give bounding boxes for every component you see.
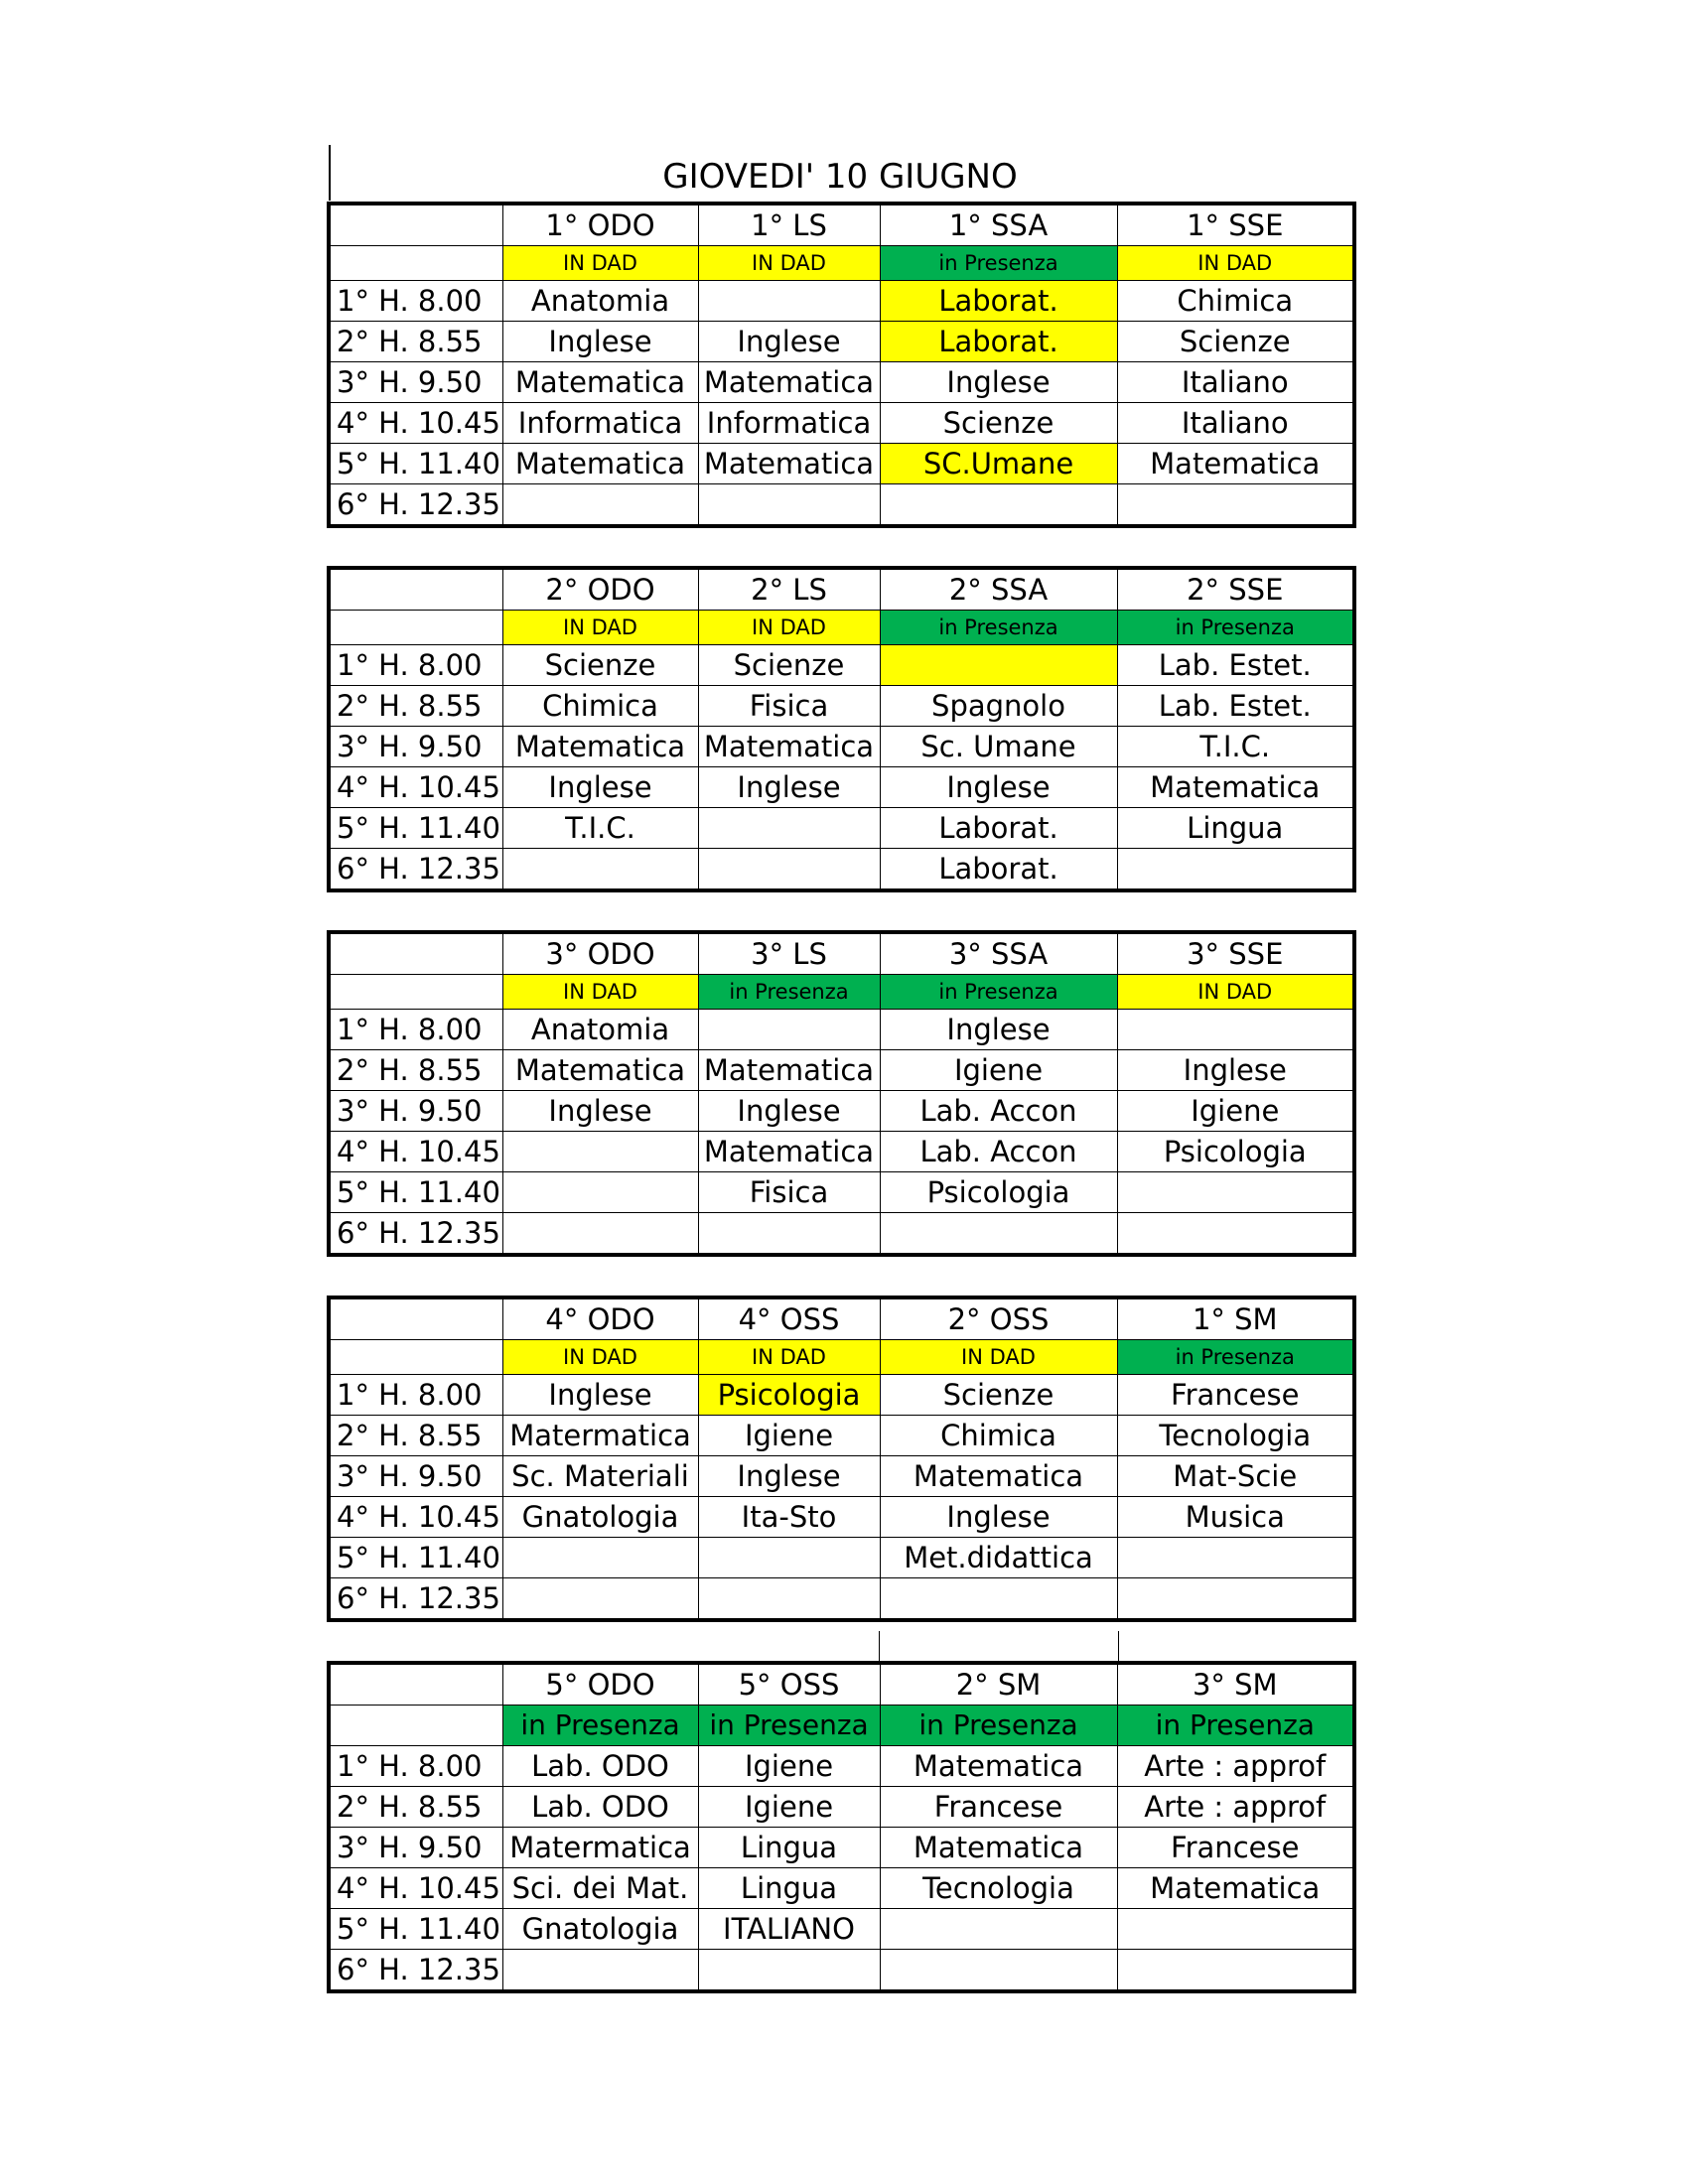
subject-cell	[1117, 1950, 1354, 1992]
subject-cell	[502, 1132, 698, 1172]
period-time: 6° H. 12.35	[329, 484, 502, 527]
corner-cell	[329, 568, 502, 611]
class-name: 3° ODO	[502, 932, 698, 975]
period-time: 1° H. 8.00	[329, 1010, 502, 1050]
subject-cell: Psicologia	[880, 1172, 1117, 1213]
subject-cell: Inglese	[1117, 1050, 1354, 1091]
subject-cell	[698, 281, 880, 322]
table-row	[329, 727, 1354, 767]
period-time: 3° H. 9.50	[329, 1828, 502, 1868]
status-badge: IN DAD	[880, 1340, 1117, 1375]
subject-cell: Inglese	[698, 1456, 880, 1497]
table-row	[329, 1909, 1354, 1950]
subject-cell: Lab. ODO	[502, 1746, 698, 1787]
table-row	[329, 1578, 1354, 1621]
subject-cell: Matermatica	[502, 1416, 698, 1456]
status-badge: in Presenza	[880, 975, 1117, 1010]
class-name: 3° SM	[1117, 1663, 1354, 1706]
subject-cell: Inglese	[502, 1375, 698, 1416]
table-row	[329, 1172, 1354, 1213]
subject-cell: Lab. Estet.	[1117, 686, 1354, 727]
table-row	[329, 808, 1354, 849]
subject-cell: Laborat.	[880, 808, 1117, 849]
schedule-table-5	[327, 1661, 1356, 1993]
subject-cell: Francese	[1117, 1828, 1354, 1868]
period-time: 1° H. 8.00	[329, 1375, 502, 1416]
status-badge: IN DAD	[502, 611, 698, 645]
corner-cell	[329, 1340, 502, 1375]
table-row	[329, 849, 1354, 891]
subject-cell: Matematica	[1117, 767, 1354, 808]
subject-cell: Matematica	[698, 1132, 880, 1172]
class-name: 2° LS	[698, 568, 880, 611]
subject-cell	[698, 484, 880, 527]
subject-cell: Musica	[1117, 1497, 1354, 1538]
status-badge: IN DAD	[1117, 246, 1354, 281]
subject-cell: Chimica	[880, 1416, 1117, 1456]
subject-cell	[880, 1909, 1117, 1950]
period-time: 6° H. 12.35	[329, 1578, 502, 1621]
subject-cell	[1117, 1010, 1354, 1050]
subject-cell: Matematica	[698, 362, 880, 403]
subject-cell: Italiano	[1117, 403, 1354, 444]
subject-cell: Scienze	[1117, 322, 1354, 362]
subject-cell: Inglese	[502, 1091, 698, 1132]
subject-cell: ITALIANO	[698, 1909, 880, 1950]
period-time: 2° H. 8.55	[329, 1050, 502, 1091]
status-badge: in Presenza	[698, 1706, 880, 1746]
table-row	[329, 403, 1354, 444]
subject-cell	[1117, 849, 1354, 891]
subject-cell	[502, 1172, 698, 1213]
class-name: 2° SSE	[1117, 568, 1354, 611]
subject-cell: Inglese	[880, 1010, 1117, 1050]
class-name: 1° SSE	[1117, 204, 1354, 246]
subject-cell	[698, 1538, 880, 1578]
subject-cell: Fisica	[698, 1172, 880, 1213]
subject-cell: T.I.C.	[502, 808, 698, 849]
period-time: 4° H. 10.45	[329, 1868, 502, 1909]
subject-cell: Anatomia	[502, 1010, 698, 1050]
subject-cell: Gnatologia	[502, 1497, 698, 1538]
subject-cell: Fisica	[698, 686, 880, 727]
subject-cell	[502, 1950, 698, 1992]
subject-cell: Matermatica	[502, 1828, 698, 1868]
subject-cell: Francese	[1117, 1375, 1354, 1416]
subject-cell: Inglese	[880, 362, 1117, 403]
class-name: 2° OSS	[880, 1297, 1117, 1340]
subject-cell: Matematica	[502, 727, 698, 767]
subject-cell: Scienze	[698, 645, 880, 686]
subject-cell	[502, 1578, 698, 1621]
class-name: 1° ODO	[502, 204, 698, 246]
subject-cell	[698, 1213, 880, 1256]
class-name: 1° LS	[698, 204, 880, 246]
period-time: 1° H. 8.00	[329, 645, 502, 686]
status-badge: in Presenza	[502, 1706, 698, 1746]
subject-cell: Tecnologia	[880, 1868, 1117, 1909]
period-time: 5° H. 11.40	[329, 1538, 502, 1578]
subject-cell: Matematica	[1117, 444, 1354, 484]
table-row	[329, 1868, 1354, 1909]
subject-cell: Matematica	[698, 727, 880, 767]
subject-cell: Lab. Accon	[880, 1132, 1117, 1172]
subject-cell: Matematica	[1117, 1868, 1354, 1909]
status-row	[329, 1340, 1354, 1375]
period-time: 2° H. 8.55	[329, 686, 502, 727]
class-name: 2° ODO	[502, 568, 698, 611]
subject-cell	[880, 484, 1117, 527]
subject-cell: Laborat.	[880, 281, 1117, 322]
period-time: 1° H. 8.00	[329, 1746, 502, 1787]
subject-cell: Inglese	[698, 1091, 880, 1132]
class-name: 3° LS	[698, 932, 880, 975]
subject-cell: Tecnologia	[1117, 1416, 1354, 1456]
period-time: 1° H. 8.00	[329, 281, 502, 322]
subject-cell: Chimica	[502, 686, 698, 727]
class-name: 5° ODO	[502, 1663, 698, 1706]
subject-cell: Italiano	[1117, 362, 1354, 403]
subject-cell: Informatica	[502, 403, 698, 444]
table-row	[329, 1950, 1354, 1992]
class-header-row	[329, 932, 1354, 975]
corner-cell	[329, 975, 502, 1010]
subject-cell: Ita-Sto	[698, 1497, 880, 1538]
subject-cell: Anatomia	[502, 281, 698, 322]
status-badge: IN DAD	[502, 975, 698, 1010]
subject-cell	[698, 808, 880, 849]
subject-cell: Sc. Umane	[880, 727, 1117, 767]
schedule-table-1	[327, 202, 1356, 528]
class-name: 4° OSS	[698, 1297, 880, 1340]
subject-cell	[1117, 1578, 1354, 1621]
status-badge: in Presenza	[880, 611, 1117, 645]
table-row	[329, 645, 1354, 686]
class-header-row	[329, 1663, 1354, 1706]
period-time: 5° H. 11.40	[329, 808, 502, 849]
period-time: 3° H. 9.50	[329, 1091, 502, 1132]
class-name: 4° ODO	[502, 1297, 698, 1340]
subject-cell: Lab. ODO	[502, 1787, 698, 1828]
subject-cell: Psicologia	[698, 1375, 880, 1416]
period-time: 4° H. 10.45	[329, 1132, 502, 1172]
subject-cell: Matematica	[880, 1746, 1117, 1787]
status-row	[329, 975, 1354, 1010]
table-row	[329, 1375, 1354, 1416]
subject-cell: Matematica	[502, 444, 698, 484]
table-row	[329, 281, 1354, 322]
period-time: 2° H. 8.55	[329, 1787, 502, 1828]
table-row	[329, 1132, 1354, 1172]
subject-cell: Laborat.	[880, 322, 1117, 362]
page-title: GIOVEDI' 10 GIUGNO	[662, 157, 1018, 197]
corner-cell	[329, 204, 502, 246]
table-row	[329, 1497, 1354, 1538]
subject-cell: Laborat.	[880, 849, 1117, 891]
period-time: 4° H. 10.45	[329, 403, 502, 444]
subject-cell: Igiene	[880, 1050, 1117, 1091]
subject-cell: Matematica	[502, 362, 698, 403]
subject-cell: Inglese	[502, 767, 698, 808]
subject-cell	[880, 1213, 1117, 1256]
subject-cell: Inglese	[698, 767, 880, 808]
subject-cell	[880, 1578, 1117, 1621]
subject-cell	[698, 849, 880, 891]
status-badge: in Presenza	[880, 246, 1117, 281]
subject-cell	[1117, 1909, 1354, 1950]
status-row	[329, 1706, 1354, 1746]
period-time: 4° H. 10.45	[329, 767, 502, 808]
class-name: 2° SSA	[880, 568, 1117, 611]
corner-cell	[329, 932, 502, 975]
subject-cell: Lingua	[1117, 808, 1354, 849]
subject-cell: Scienze	[880, 403, 1117, 444]
table-row	[329, 484, 1354, 527]
status-badge: IN DAD	[698, 246, 880, 281]
subject-cell: Arte : approf	[1117, 1787, 1354, 1828]
class-name: 2° SM	[880, 1663, 1117, 1706]
subject-cell: Igiene	[1117, 1091, 1354, 1132]
period-time: 3° H. 9.50	[329, 362, 502, 403]
corner-cell	[329, 1663, 502, 1706]
table-row	[329, 1416, 1354, 1456]
table-row	[329, 1828, 1354, 1868]
period-time: 6° H. 12.35	[329, 1213, 502, 1256]
table-row	[329, 767, 1354, 808]
status-badge: in Presenza	[1117, 611, 1354, 645]
period-time: 6° H. 12.35	[329, 849, 502, 891]
period-time: 3° H. 9.50	[329, 727, 502, 767]
class-header-row	[329, 568, 1354, 611]
status-row	[329, 611, 1354, 645]
subject-cell: Francese	[880, 1787, 1117, 1828]
period-time: 5° H. 11.40	[329, 444, 502, 484]
period-time: 5° H. 11.40	[329, 1909, 502, 1950]
table-row	[329, 362, 1354, 403]
subject-cell: Spagnolo	[880, 686, 1117, 727]
period-time: 6° H. 12.35	[329, 1950, 502, 1992]
status-badge: in Presenza	[880, 1706, 1117, 1746]
subject-cell: Igiene	[698, 1416, 880, 1456]
subject-cell: Sc. Materiali	[502, 1456, 698, 1497]
subject-cell: Scienze	[880, 1375, 1117, 1416]
table-row	[329, 686, 1354, 727]
table-row	[329, 444, 1354, 484]
status-badge: IN DAD	[502, 1340, 698, 1375]
subject-cell	[1117, 1172, 1354, 1213]
subject-cell: Sci. dei Mat.	[502, 1868, 698, 1909]
subject-cell: Igiene	[698, 1746, 880, 1787]
subject-cell	[1117, 484, 1354, 527]
subject-cell: Inglese	[502, 322, 698, 362]
class-name: 3° SSE	[1117, 932, 1354, 975]
status-badge: in Presenza	[1117, 1706, 1354, 1746]
subject-cell: Arte : approf	[1117, 1746, 1354, 1787]
table-row	[329, 1213, 1354, 1256]
class-header-row	[329, 204, 1354, 246]
subject-cell: Lab. Estet.	[1117, 645, 1354, 686]
status-badge: IN DAD	[698, 1340, 880, 1375]
corner-cell	[329, 1706, 502, 1746]
subject-cell: Lab. Accon	[880, 1091, 1117, 1132]
subject-cell	[502, 484, 698, 527]
class-name: 3° SSA	[880, 932, 1117, 975]
status-badge: IN DAD	[1117, 975, 1354, 1010]
subject-cell	[1117, 1538, 1354, 1578]
table-row	[329, 1456, 1354, 1497]
subject-cell: Matematica	[880, 1828, 1117, 1868]
status-badge: in Presenza	[698, 975, 880, 1010]
subject-cell: Lingua	[698, 1828, 880, 1868]
status-badge: IN DAD	[502, 246, 698, 281]
subject-cell	[502, 849, 698, 891]
period-time: 5° H. 11.40	[329, 1172, 502, 1213]
subject-cell: Matematica	[698, 1050, 880, 1091]
corner-cell	[329, 611, 502, 645]
table-row	[329, 1538, 1354, 1578]
corner-cell	[329, 246, 502, 281]
period-time: 2° H. 8.55	[329, 322, 502, 362]
subject-cell: Lingua	[698, 1868, 880, 1909]
period-time: 2° H. 8.55	[329, 1416, 502, 1456]
schedule-table-2	[327, 566, 1356, 892]
subject-cell	[698, 1578, 880, 1621]
subject-cell: Inglese	[880, 767, 1117, 808]
class-name: 1° SM	[1117, 1297, 1354, 1340]
table-row	[329, 322, 1354, 362]
subject-cell	[698, 1950, 880, 1992]
subject-cell: Inglese	[698, 322, 880, 362]
subject-cell: Mat-Scie	[1117, 1456, 1354, 1497]
table-gap-lines	[879, 1631, 1119, 1663]
table-row	[329, 1091, 1354, 1132]
status-badge: in Presenza	[1117, 1340, 1354, 1375]
corner-cell	[329, 1297, 502, 1340]
subject-cell: Matematica	[698, 444, 880, 484]
subject-cell: Psicologia	[1117, 1132, 1354, 1172]
class-name: 1° SSA	[880, 204, 1117, 246]
subject-cell: Igiene	[698, 1787, 880, 1828]
class-name: 5° OSS	[698, 1663, 880, 1706]
subject-cell: Scienze	[502, 645, 698, 686]
table-row	[329, 1746, 1354, 1787]
subject-cell	[698, 1010, 880, 1050]
period-time: 4° H. 10.45	[329, 1497, 502, 1538]
subject-cell: Met.didattica	[880, 1538, 1117, 1578]
subject-cell: Informatica	[698, 403, 880, 444]
class-header-row	[329, 1297, 1354, 1340]
status-row	[329, 246, 1354, 281]
subject-cell	[880, 1950, 1117, 1992]
table-row	[329, 1787, 1354, 1828]
subject-cell: SC.Umane	[880, 444, 1117, 484]
period-time: 3° H. 9.50	[329, 1456, 502, 1497]
subject-cell: Gnatologia	[502, 1909, 698, 1950]
subject-cell	[502, 1538, 698, 1578]
schedule-table-3	[327, 930, 1356, 1257]
status-badge: IN DAD	[698, 611, 880, 645]
subject-cell: Chimica	[1117, 281, 1354, 322]
subject-cell: Inglese	[880, 1497, 1117, 1538]
schedule-table-4	[327, 1296, 1356, 1622]
subject-cell	[880, 645, 1117, 686]
table-row	[329, 1010, 1354, 1050]
subject-cell: T.I.C.	[1117, 727, 1354, 767]
subject-cell	[502, 1213, 698, 1256]
subject-cell: Matematica	[502, 1050, 698, 1091]
subject-cell: Matematica	[880, 1456, 1117, 1497]
table-row	[329, 1050, 1354, 1091]
subject-cell	[1117, 1213, 1354, 1256]
